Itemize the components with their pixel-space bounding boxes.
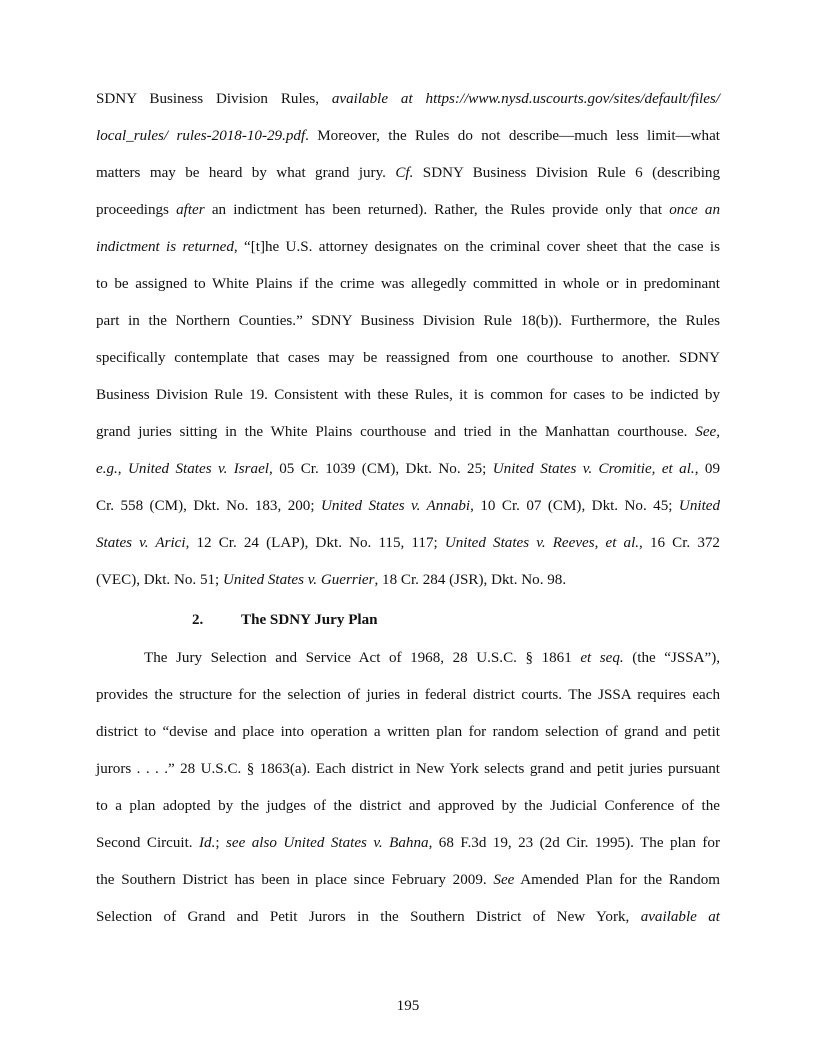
text-run: jurors . . . .” 28 U.S.C. § 1863(a). Each district in New York selects grand and petit juries pursuant [96, 761, 720, 777]
italic-text-run: Id. [199, 835, 216, 851]
text-line [96, 163, 720, 183]
text-run: , “[t]he U.S. attorney designates on the criminal cover sheet that the case is [233, 239, 720, 255]
text-run: , 12 Cr. 24 (LAP), Dkt. No. 115, 117; [185, 535, 445, 551]
text-line [96, 496, 720, 516]
italic-text-run: see also United States v. Bahna [226, 835, 429, 851]
text-line [96, 870, 720, 890]
text-run: Selection of Grand and Petit Jurors in the Southern District of New York, [96, 909, 641, 925]
italic-text-run: United States v. Reeves, et al. [444, 535, 640, 551]
italic-text-run: et seq. [580, 650, 624, 666]
section-title: The SDNY Jury Plan [241, 612, 378, 628]
italic-text-run: States v. Arici [96, 535, 186, 551]
text-line [96, 907, 720, 927]
italic-text-run: e.g. [96, 461, 118, 477]
text-run: ; [215, 835, 227, 851]
text-line [96, 533, 720, 553]
italic-text-run: See [493, 872, 515, 888]
italic-text-run: United [678, 498, 721, 514]
italic-text-run: local_rules/ rules-2018-10-29.pdf [96, 128, 306, 144]
text-line [96, 833, 720, 853]
text-line [96, 685, 720, 705]
text-run: Second Circuit. [96, 835, 200, 851]
italic-text-run: once an [669, 202, 720, 218]
text-line [96, 759, 720, 779]
text-run: , 05 Cr. 1039 (CM), Dkt. No. 25; [269, 461, 493, 477]
text-line [96, 422, 720, 442]
text-run: Amended Plan for the Random [514, 872, 720, 888]
text-run: , [117, 461, 128, 477]
text-run: the Southern District has been in place since February 2009. [96, 872, 494, 888]
text-run: to be assigned to White Plains if the crime was allegedly committed in whole or in predominant [96, 276, 720, 292]
italic-text-run: United States v. Cromitie, et al. [492, 461, 695, 477]
text-run: provides the structure for the selection of juries in federal district courts. The JSSA requires each [96, 687, 720, 703]
text-line [96, 89, 720, 109]
section-number: 2. [192, 612, 204, 628]
italic-text-run: Cf. [395, 165, 414, 181]
text-line [96, 570, 720, 590]
text-run: (VEC), Dkt. No. 51; [96, 572, 224, 588]
text-run: part in the Northern Counties.” SDNY Business Division Rule 18(b)). Furthermore, the Rules [96, 313, 720, 329]
text-run: grand juries sitting in the White Plains courthouse and tried in the Manhattan courthouse. [96, 424, 696, 440]
italic-text-run: United States v. Israel [128, 461, 269, 477]
text-run: district to “devise and place into operation a written plan for random selection of grand and petit [96, 724, 720, 740]
text-line [96, 385, 720, 405]
text-run: , 10 Cr. 07 (CM), Dkt. No. 45; [470, 498, 679, 514]
text-run: . Moreover, the Rules do not describe—much less limit—what [305, 128, 720, 144]
text-line [96, 237, 720, 257]
text-run: The Jury Selection and Service Act of 1968, 28 U.S.C. § 1861 [144, 650, 581, 666]
text-line [96, 722, 720, 742]
text-line [96, 311, 720, 331]
text-run: SDNY Business Division Rules, [96, 91, 332, 107]
text-line [96, 796, 720, 816]
text-run: , 68 F.3d 19, 23 (2d Cir. 1995). The plan for [428, 835, 720, 851]
text-line [144, 648, 720, 668]
text-run: proceedings [96, 202, 177, 218]
text-line [96, 348, 720, 368]
text-run: , 16 Cr. 372 [639, 535, 720, 551]
text-run: specifically contemplate that cases may be reassigned from one courthouse to another. SDNY [96, 350, 720, 366]
italic-text-run: available at [640, 909, 720, 925]
text-run: SDNY Business Division Rule 6 (describing [413, 165, 720, 181]
italic-text-run: after [176, 202, 205, 218]
text-line [96, 126, 720, 146]
text-run: , 09 [694, 461, 720, 477]
italic-text-run: indictment is returned [96, 239, 234, 255]
italic-text-run: United States v. Guerrier [223, 572, 375, 588]
text-run: Cr. 558 (CM), Dkt. No. 183, 200; [96, 498, 321, 514]
text-line [96, 459, 720, 479]
text-line [96, 200, 720, 220]
text-run: to a plan adopted by the judges of the district and approved by the Judicial Conference of the [96, 798, 720, 814]
text-line [96, 274, 720, 294]
text-run: (the “JSSA”), [623, 650, 721, 666]
text-run: , 18 Cr. 284 (JSR), Dkt. No. 98. [374, 572, 567, 588]
text-run: Business Division Rule 19. Consistent with these Rules, it is common for cases to be indicted by [96, 387, 720, 403]
italic-text-run: See, [695, 424, 720, 440]
italic-text-run: United States v. Annabi [320, 498, 471, 514]
text-run: an indictment has been returned). Rather, the Rules provide only that [204, 202, 670, 218]
page-number: 195 [396, 998, 420, 1014]
text-run: matters may be heard by what grand jury. [96, 165, 396, 181]
italic-text-run: available at https://www.nysd.uscourts.gov/sites/default/files/ [331, 91, 720, 107]
